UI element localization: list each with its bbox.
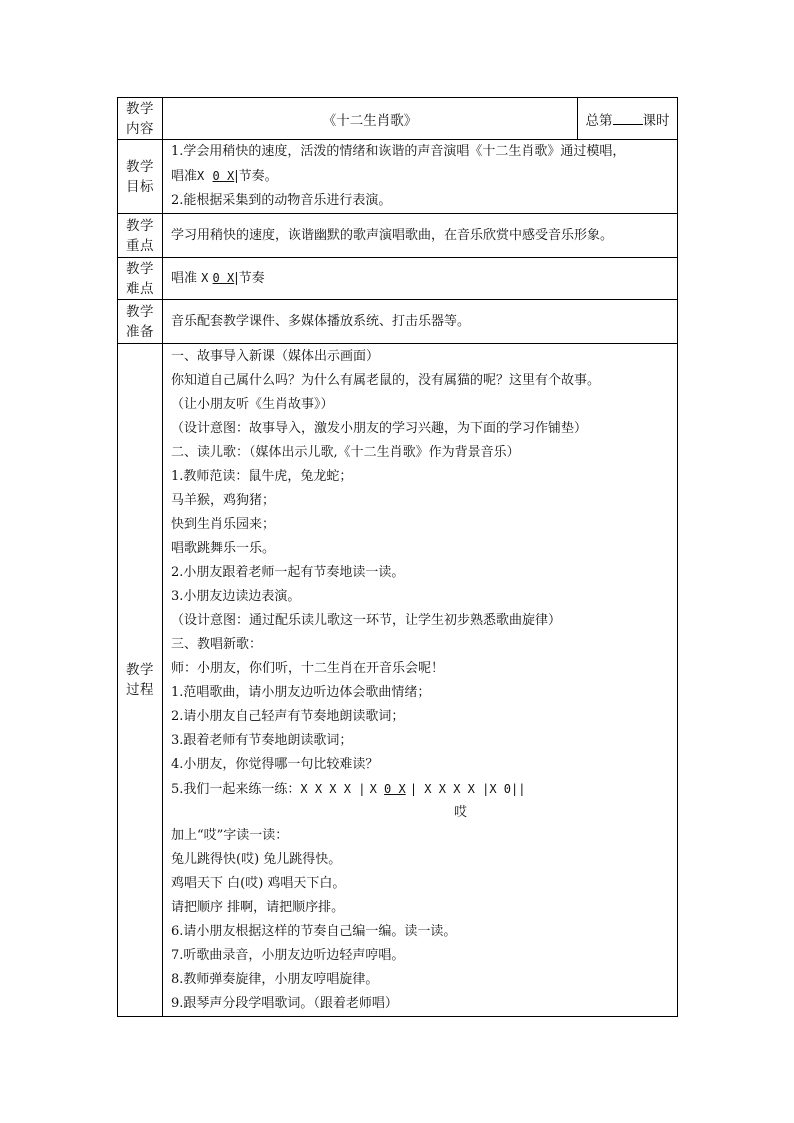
goals-suffix: 节奏。 — [238, 169, 278, 184]
period-prefix: 总第 — [585, 112, 613, 129]
practice-line — [163, 777, 677, 802]
section-heading-1: 一、故事导入新课（媒体出示画面） — [171, 348, 380, 364]
difficulties-text — [163, 266, 677, 291]
process-line: 你知道自己属什么吗？为什么有属老鼠的，没有属猫的呢？这里有个故事。 — [171, 372, 601, 388]
process-line: 6.请小朋友根据这样的节奏自己编一编。读一读。 — [171, 923, 457, 939]
process-content — [163, 344, 678, 1017]
goals-row — [118, 140, 678, 214]
key-points-row — [118, 214, 678, 258]
process-line: 师：小朋友，你们听，十二生肖在开音乐会呢！ — [171, 660, 445, 676]
content-row — [118, 98, 678, 140]
content-label — [118, 98, 163, 140]
section-heading-3: 三、教唱新歌： — [171, 636, 263, 652]
process-label — [118, 344, 163, 1017]
label-line: 难点 — [126, 280, 154, 297]
process-line: 1.教师范读：鼠牛虎，兔龙蛇； — [171, 468, 353, 484]
practice-rhythm-3: | X X X X |X 0|| — [409, 781, 526, 796]
process-row — [118, 344, 678, 1017]
practice-rhythm-2a: X — [369, 781, 385, 796]
lesson-plan-table — [117, 97, 678, 1017]
process-line: 请把顺序 排啊，请把顺序排。 — [171, 899, 345, 915]
process-line: 9.跟琴声分段学唱歌词。（跟着老师唱） — [171, 995, 398, 1011]
goals-line-3: 2.能根据采集到的动物音乐进行表演。 — [171, 193, 392, 208]
process-line: 唱歌跳舞乐一乐。 — [171, 540, 276, 556]
label-line: 教学 — [126, 662, 154, 678]
process-line: （让小朋友听《生肖故事》） — [171, 396, 334, 412]
label-line: 重点 — [126, 237, 154, 254]
label-line: 准备 — [126, 323, 154, 340]
process-line: 快到生肖乐园来； — [171, 516, 276, 532]
preparation-content — [163, 300, 678, 344]
ai-syllable: 哎 — [454, 804, 468, 820]
design-intent: （设计意图：通过配乐读儿歌这一环节，让学生初步熟悉歌曲旋律） — [171, 612, 562, 628]
goals-line-1: 1.学会用稍快的速度，活泼的情绪和诙谐的声音演唱《十二生肖歌》通过模唱， — [171, 144, 626, 159]
goals-content — [163, 140, 678, 214]
key-points-text: 学习用稍快的速度，诙谐幽默的歌声演唱歌曲，在音乐欣赏中感受音乐形象。 — [171, 227, 614, 243]
difficulties-prefix: 唱准 — [171, 271, 198, 286]
process-line: 兔儿跳得快(哎) 兔儿跳得快。 — [171, 851, 342, 867]
difficulties-label — [118, 258, 163, 300]
rhythm-bar: | — [234, 271, 239, 286]
section-heading-2: 二、读儿歌：（媒体出示儿歌,《十二生肖歌》作为背景音乐） — [171, 444, 520, 460]
process-line: 4.小朋友，你觉得哪一句比较难读？ — [171, 756, 379, 772]
process-line: 2.请小朋友自己轻声有节奏地朗读歌词； — [171, 708, 405, 724]
process-line: 7.听歌曲录音，小朋友边听边轻声哼唱。 — [171, 947, 405, 963]
practice-prefix: 5.我们一起来练一练： — [171, 781, 301, 797]
rhythm-x: X — [201, 271, 209, 285]
key-points-label — [118, 214, 163, 258]
process-line: 鸡唱天下 白(哎) 鸡唱天下白。 — [171, 875, 346, 891]
goals-line-2 — [163, 164, 677, 189]
process-line: 2.小朋友跟着老师一起有节奏地读一读。 — [171, 564, 405, 580]
label-line: 目标 — [126, 178, 154, 195]
label-line: 内容 — [126, 120, 154, 137]
rhythm-0x: 0 X — [212, 271, 235, 285]
period-suffix: 课时 — [642, 112, 670, 129]
rhythm-bar: | — [234, 169, 239, 184]
process-line: 1.范唱歌曲，请小朋友边听边体会歌曲情绪； — [171, 684, 431, 700]
label-line: 教学 — [126, 158, 154, 175]
label-line: 教学 — [126, 217, 154, 234]
process-line: 3.跟着老师有节奏地朗读歌词； — [171, 732, 353, 748]
goals-prefix: 唱准 — [171, 169, 198, 184]
process-line: 3.小朋友边读边表演。 — [171, 588, 301, 604]
rhythm-0x: 0 X — [212, 169, 235, 183]
process-line: 马羊猴，鸡狗猪； — [171, 492, 276, 508]
period-cell — [578, 98, 678, 140]
process-line: 加上“哎”字读一读： — [171, 827, 289, 843]
preparation-text: 音乐配套教学课件、多媒体播放系统、打击乐器等。 — [171, 313, 471, 329]
key-points-content — [163, 214, 678, 258]
preparation-label — [118, 300, 163, 344]
preparation-row — [118, 300, 678, 344]
rhythm-x: X — [197, 169, 205, 183]
label-line: 过程 — [126, 682, 154, 698]
lesson-title: 《十二生肖歌》 — [163, 98, 578, 140]
label-line: 教学 — [126, 260, 154, 277]
label-line: 教学 — [126, 303, 154, 320]
goals-label — [118, 140, 163, 214]
difficulties-content — [163, 258, 678, 300]
label-line: 教学 — [126, 100, 154, 117]
difficulties-suffix: 节奏 — [238, 271, 265, 286]
practice-rhythm-1: X X X X | — [300, 781, 366, 796]
period-blank[interactable] — [613, 112, 643, 125]
practice-rhythm-2b: 0 X — [384, 781, 406, 796]
design-intent: （设计意图：故事导入，激发小朋友的学习兴趣，为下面的学习作铺垫） — [171, 420, 588, 436]
process-line: 8.教师弹奏旋律，小朋友哼唱旋律。 — [171, 971, 379, 987]
difficulties-row — [118, 258, 678, 300]
